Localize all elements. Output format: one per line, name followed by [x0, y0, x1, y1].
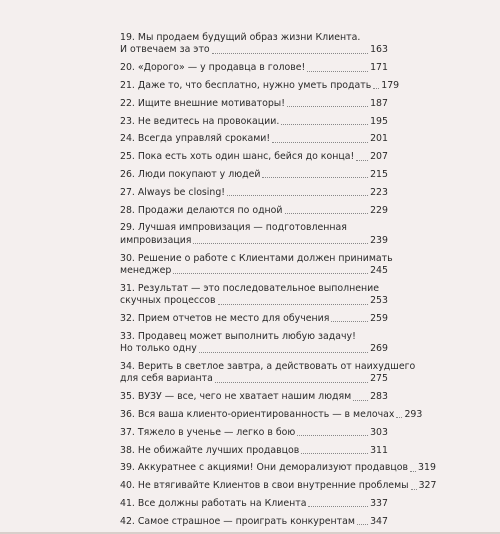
- toc-dot-leader: [215, 382, 368, 383]
- toc-entry: [120, 32, 388, 57]
- toc-entry-title-line: 39. Аккуратнее с акциями! Они деморализуют продавцов: [120, 462, 409, 474]
- toc-entry: [120, 187, 388, 199]
- toc-entry-title-line: И отвечаем за это: [120, 44, 210, 56]
- toc-entry: [120, 98, 388, 110]
- toc-entry-title-line: импровизация: [120, 234, 192, 246]
- toc-dot-leader: [199, 352, 368, 353]
- toc-page-number: 311: [370, 444, 388, 456]
- toc-entry-title-line: менеджер: [120, 264, 172, 276]
- toc-entry-title-line: 35. ВУЗУ — все, чего не хватает нашим людям: [120, 391, 352, 403]
- toc-dot-leader: [410, 471, 416, 472]
- toc-page-number: 245: [370, 264, 388, 276]
- toc-entry: [120, 427, 388, 439]
- toc-entry-title-line: 34. Верить в светлое завтра, а действовать от наихудшего: [120, 360, 416, 372]
- toc-entry: [120, 462, 436, 474]
- toc-dot-leader: [357, 524, 368, 525]
- toc-page-number: 303: [370, 426, 388, 438]
- toc-entry: [120, 169, 388, 181]
- toc-dot-leader: [373, 88, 379, 89]
- toc-page-number: 195: [370, 115, 388, 127]
- toc-entry-title-line: 40. Не втягивайте Клиентов в свои внутренние проблемы: [120, 480, 409, 492]
- toc-dot-leader: [308, 506, 368, 507]
- toc-entry-title-line: 26. Люди покупают у людей: [120, 168, 261, 180]
- toc-dot-leader: [212, 53, 368, 54]
- toc-page-number: 163: [370, 44, 388, 56]
- toc-dot-leader: [356, 160, 368, 161]
- toc-entry-title-line: 37. Тяжело в ученье — легко в бою: [120, 426, 296, 438]
- toc-dot-leader: [227, 195, 368, 196]
- toc-dot-leader: [353, 400, 368, 401]
- toc-page-number: 201: [370, 133, 388, 145]
- toc-dot-leader: [262, 177, 368, 178]
- toc-entry-title-line: 24. Всегда управляй сроками!: [120, 133, 271, 145]
- toc-dot-leader: [173, 273, 368, 274]
- toc-entry: [120, 516, 388, 528]
- toc-entry: [120, 116, 388, 128]
- toc-dot-leader: [301, 453, 368, 454]
- toc-entry-title-line: 21. Даже то, что бесплатно, нужно уметь продать: [120, 80, 372, 91]
- toc-entry-title-line: для себя варианта: [120, 373, 213, 385]
- toc-entry: [120, 252, 393, 278]
- toc-entry-title-line: 36. Вся ваша клиенто-ориентированность — в мелочах: [120, 408, 395, 420]
- toc-entry-title-line: 30. Решение о работе с Клиентами должен принимать: [120, 252, 393, 264]
- toc-page-number: 223: [370, 186, 388, 198]
- toc-entry: [120, 62, 388, 74]
- toc-entry-title-line: 31. Результат — это последовательное выполнение: [120, 282, 379, 294]
- toc-entry: [120, 445, 388, 457]
- toc-dot-leader: [307, 71, 368, 72]
- toc-entry: [120, 222, 388, 247]
- toc-entry: [120, 133, 388, 145]
- toc-page-number: 171: [370, 62, 388, 74]
- toc-entry-title-line: 41. Все должны работать на Клиента: [120, 497, 307, 509]
- toc-entry-title-line: 32. Прием отчетов не место для обучения: [120, 312, 330, 324]
- toc-entry-title-line: Но только одну: [120, 343, 197, 355]
- toc-page-number: 207: [370, 151, 388, 163]
- toc-dot-leader: [287, 106, 368, 107]
- toc-entry-title-line: 29. Лучшая импровизация — подготовленная: [120, 222, 347, 234]
- toc-entry-title-line: 28. Продажи делаются по одной: [120, 204, 283, 216]
- toc-entry: [120, 391, 388, 403]
- toc-page-number: 327: [418, 480, 437, 492]
- toc-entry: [120, 498, 388, 510]
- toc-entry: [120, 331, 388, 356]
- toc-entry-title-line: 23. Не ведитесь на провокации.: [120, 115, 280, 127]
- toc-entry: [120, 360, 416, 386]
- toc-entry: [120, 283, 388, 308]
- toc-dot-leader: [272, 142, 368, 143]
- toc-entry: [120, 313, 388, 325]
- toc-dot-leader: [193, 243, 368, 244]
- toc-entry-title-line: 42. Самое страшное — проиграть конкурентам: [120, 515, 355, 527]
- toc-page-number: 269: [370, 343, 388, 355]
- toc-dot-leader: [297, 435, 368, 436]
- toc-page-number: 319: [418, 462, 436, 474]
- toc-entry: [120, 205, 388, 217]
- toc-page-number: 253: [370, 295, 388, 307]
- toc-dot-leader: [411, 489, 417, 490]
- toc-entry: [120, 408, 423, 421]
- table-of-contents: [120, 32, 437, 534]
- toc-entry: [120, 151, 388, 163]
- toc-entry-title-line: 22. Ищите внешние мотиваторы!: [120, 97, 285, 109]
- toc-entry-title-line: 27. Always be closing!: [120, 186, 226, 198]
- toc-dot-leader: [281, 124, 368, 125]
- toc-entry-title-line: 38. Не обижайте лучших продавцов: [120, 444, 300, 456]
- toc-entry: [120, 480, 437, 492]
- toc-page-number: 215: [370, 168, 388, 180]
- toc-page-number: 275: [370, 373, 388, 385]
- toc-page-number: 229: [370, 204, 388, 216]
- toc-page-number: 179: [381, 80, 400, 91]
- toc-entry: [120, 80, 400, 92]
- toc-page-number: 187: [370, 97, 388, 109]
- toc-page-number: 347: [370, 515, 388, 527]
- toc-page-number: 283: [370, 391, 388, 403]
- toc-page-number: 293: [404, 408, 423, 420]
- toc-entry-title-line: 20. «Дорого» — у продавца в голове!: [120, 62, 306, 74]
- toc-dot-leader: [396, 417, 402, 418]
- toc-entry-title-line: 19. Мы продаем будущий образ жизни Клиента.: [120, 32, 361, 43]
- toc-dot-leader: [285, 213, 369, 214]
- toc-entry-title-line: скучных процессов: [120, 295, 216, 307]
- toc-page-number: 337: [370, 497, 388, 509]
- toc-entry-title-line: 25. Пока есть хоть один шанс, бейся до конца!: [120, 151, 355, 163]
- toc-page-number: 239: [370, 234, 388, 246]
- toc-entry-title-line: 33. Продавец может выполнить любую задачу!: [120, 330, 356, 342]
- toc-dot-leader: [331, 321, 368, 322]
- toc-dot-leader: [218, 304, 369, 305]
- toc-page-number: 259: [370, 312, 388, 324]
